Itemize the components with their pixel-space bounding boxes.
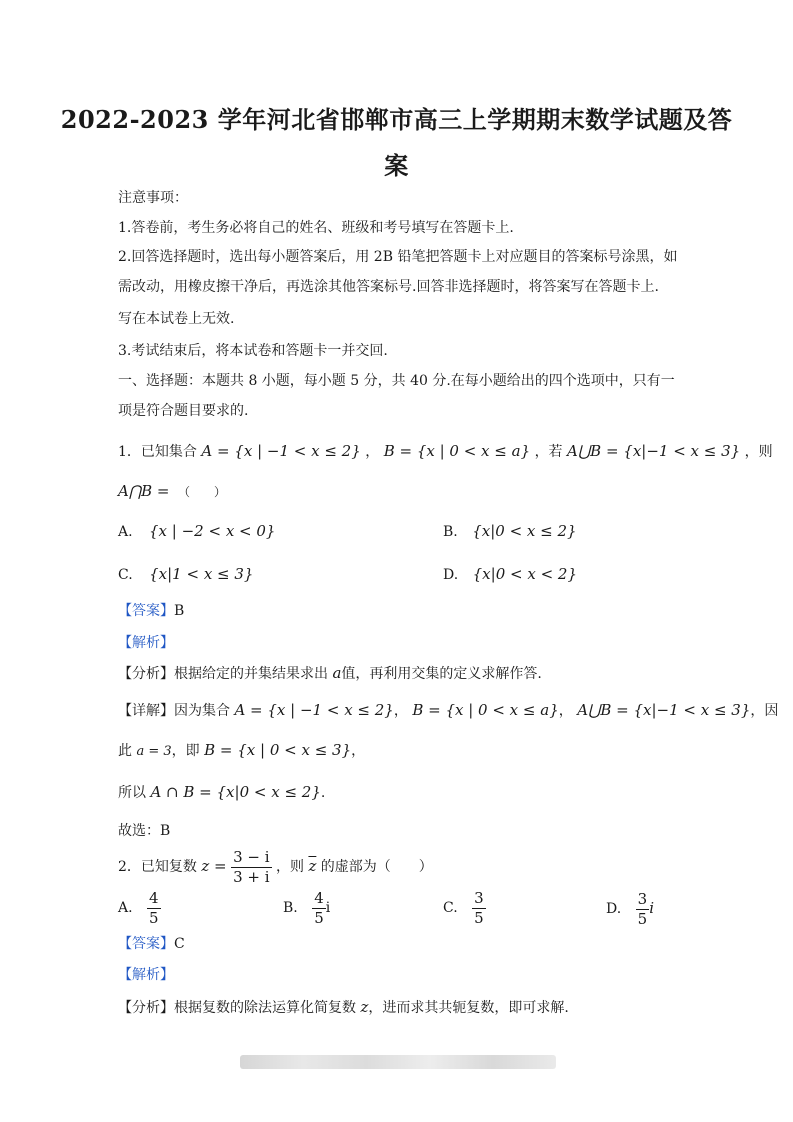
q1-option-c-label: C. [118,567,133,583]
q2-option-d-label: D. [606,901,622,917]
q2-fraction-num: 3 − i [233,847,270,866]
q1-detail-a3: a = 3 [136,744,172,759]
q2-option-a [118,888,161,928]
q1-option-d-text: {x|0 < x < 2} [472,565,577,583]
q1-option-b-label: B. [443,524,458,540]
q2-fenxi-var: z [360,998,369,1016]
q2-option-c [443,888,486,928]
notice-heading: 注意事项： [118,190,188,206]
q2-option-d-den: 5 [637,909,648,928]
q1-analysis-tag: 【解析】 [118,635,174,651]
q1-option-a [118,522,275,540]
q1-result: A ∩ B = {x|0 < x ≤ 2} [150,783,321,801]
q1-option-d-label: D. [443,567,459,583]
q2-option-a-num: 4 [149,888,159,907]
q1-option-c-text: {x|1 < x ≤ 3} [149,565,254,583]
q1-option-c [118,565,253,583]
q1-answer-tag: 【答案】 [118,603,174,619]
q1-suffix: ，则 [744,444,773,460]
q1-detail-c: 此 [118,743,132,759]
q1-fenxi-b: 值，再利用交集的定义求解作答. [341,666,542,682]
q1-option-a-text: {x | −2 < x < 0} [149,522,276,540]
q2-option-c-num: 3 [474,888,484,907]
q1-ask-line [118,481,226,502]
q2-option-a-frac [147,889,161,928]
q2-fenxi-line [118,997,569,1018]
section-heading-b: 项是符合题目要求的. [118,403,249,419]
q1-answer: B [174,603,185,619]
q2-answer-tag: 【答案】 [118,936,174,952]
q1-fenxi-var: a [332,664,342,682]
q2-option-d-num: 3 [637,889,648,908]
q1-detail-sep: ， [393,703,408,719]
q1-detail-tag: 【详解】 [118,703,174,719]
q1-blank: （ ） [177,485,226,499]
q2-fenxi-tag: 【分析】 [118,1000,174,1016]
q1-set-a: A = {x | −1 < x ≤ 2} [201,442,361,460]
q1-detail-line-2 [118,740,365,762]
q1-result-dot: . [320,785,326,801]
q2-option-c-den: 5 [474,908,484,927]
q2-analysis-tag: 【解析】 [118,967,174,983]
q1-detail-union: A⋃B = {x|−1 < x ≤ 3} [577,701,751,719]
q2-option-b-unit: i [325,900,331,916]
notice-item-2a: 2.回答选择题时，选出每小题答案后，用 2B 铅笔把答题卡上对应题目的答案标号涂黑，如 [118,249,678,265]
q1-detail-set-a: A = {x | −1 < x ≤ 2} [234,701,394,719]
page-title-line-2: 案 [384,151,409,180]
notice-item-2c: 写在本试卷上无效. [118,311,235,327]
q2-fraction [231,848,271,887]
q2-fenxi-b: ，进而求其共轭复数，即可求解. [368,1000,569,1016]
q2-suffix: 的虚部为（ ） [320,859,433,875]
q2-option-d [606,888,654,929]
q1-stem [118,441,773,462]
section-heading-a: 一、选择题：本题共 8 小题，每小题 5 分，共 40 分.在每小题给出的四个选项中，只有一 [118,373,675,389]
q1-option-b [443,522,577,540]
blurred-footer-watermark [240,1055,556,1069]
q2-option-b [283,888,330,928]
q1-fenxi-tag: 【分析】 [118,666,174,682]
q1-choose: 故选：B [118,823,171,839]
q2-option-a-den: 5 [149,908,159,927]
q1-set-b: B = {x | 0 < x ≤ a} [383,442,531,460]
q2-option-b-den: 5 [314,908,324,927]
q1-option-a-label: A. [118,524,133,540]
q2-option-c-frac [472,889,486,928]
q1-ask: A⋂B = [118,482,170,500]
q2-fraction-den: 3 + i [233,867,270,886]
q2-option-d-unit: i [649,899,654,917]
q2-option-b-num: 4 [314,888,324,907]
notice-item-1: 1.答卷前，考生务必将自己的姓名、班级和考号填写在答题卡上. [118,220,514,236]
q1-option-d [443,565,577,583]
q1-so: 所以 [118,785,146,801]
q1-prefix: 1．已知集合 [118,444,197,460]
q2-z: z = [201,857,227,875]
q2-prefix: 2．已知复数 [118,859,197,875]
q1-detail-a: 因为集合 [174,703,230,719]
q1-detail-e: ， [351,743,366,759]
notice-item-3: 3.考试结束后，将本试卷和答题卡一并交回. [118,343,388,359]
q2-answer: C [174,936,185,952]
q2-option-b-frac [312,889,326,928]
q1-sep-2: ，若 [534,444,563,460]
q1-sep-1: ， [365,444,380,460]
q2-option-d-frac [636,890,650,929]
q1-option-b-text: {x|0 < x ≤ 2} [472,522,577,540]
q1-answer-line [118,601,184,621]
q2-fenxi-a: 根据复数的除法运算化简复数 [174,1000,356,1016]
q2-option-b-label: B. [283,900,298,916]
q2-option-c-label: C. [443,900,458,916]
q2-answer-line [118,934,185,954]
q1-detail-b3: B = {x | 0 < x ≤ 3} [204,741,352,759]
q2-zbar: $\overline{z}$ [308,857,317,875]
q1-detail-b: ，因 [750,703,779,719]
q1-detail-line-1 [118,700,778,721]
q1-result-line [118,782,325,803]
q2-mid: ，则 [275,859,304,875]
page-title-line-1: 2022-2023 学年河北省邯郸市高三上学期期末数学试题及答 [60,105,733,134]
q1-detail-sep-2: ， [558,703,573,719]
q1-fenxi-line [118,663,542,684]
q1-detail-d: ，即 [171,743,200,759]
q1-fenxi-a: 根据给定的并集结果求出 [174,666,328,682]
q1-union: A⋃B = {x|−1 < x ≤ 3} [567,442,741,460]
q2-option-a-label: A. [118,900,133,916]
q2-stem [118,846,433,887]
notice-item-2b: 需改动，用橡皮擦干净后，再选涂其他答案标号.回答非选择题时，将答案写在答题卡上. [118,279,659,295]
q1-detail-set-b: B = {x | 0 < x ≤ a} [412,701,559,719]
